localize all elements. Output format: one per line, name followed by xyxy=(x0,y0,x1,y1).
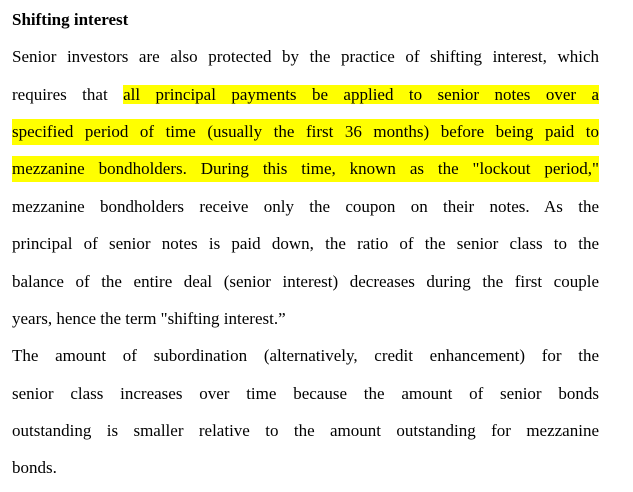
paragraph1-line6: principal of senior notes is paid down, the ratio of the senior class to the xyxy=(12,234,599,253)
paragraph2-line2: senior class increases over time because the amount of senior bonds xyxy=(12,384,599,403)
paragraph1-line5: mezzanine bondholders receive only the coupon on their notes. As the xyxy=(12,197,599,216)
paragraph1-line1: Senior investors are also protected by the practice of shifting interest, which xyxy=(12,47,599,66)
paragraph1-line3-highlighted: specified period of time (usually the first 36 months) before being paid to xyxy=(12,119,599,145)
highlighted-text: all principal payments be applied to senior notes over a xyxy=(123,85,599,104)
paragraph2-line4: bonds. xyxy=(12,458,57,477)
paragraph2-line3: outstanding is smaller relative to the amount outstanding for mezzanine xyxy=(12,421,599,440)
paragraph1-line2 xyxy=(12,82,599,108)
paragraph1-line7: balance of the entire deal (senior interest) decreases during the first couple xyxy=(12,272,599,291)
paragraph1-line2-plain: requires that xyxy=(12,85,124,104)
paragraph1-line4-highlighted: mezzanine bondholders. During this time, known as the "lockout period," xyxy=(12,156,599,182)
paragraph2-line1: The amount of subordination (alternatively, credit enhancement) for the xyxy=(12,346,599,365)
paragraph1-line8: years, hence the term "shifting interest.” xyxy=(12,309,286,328)
section-heading: Shifting interest xyxy=(12,10,129,29)
